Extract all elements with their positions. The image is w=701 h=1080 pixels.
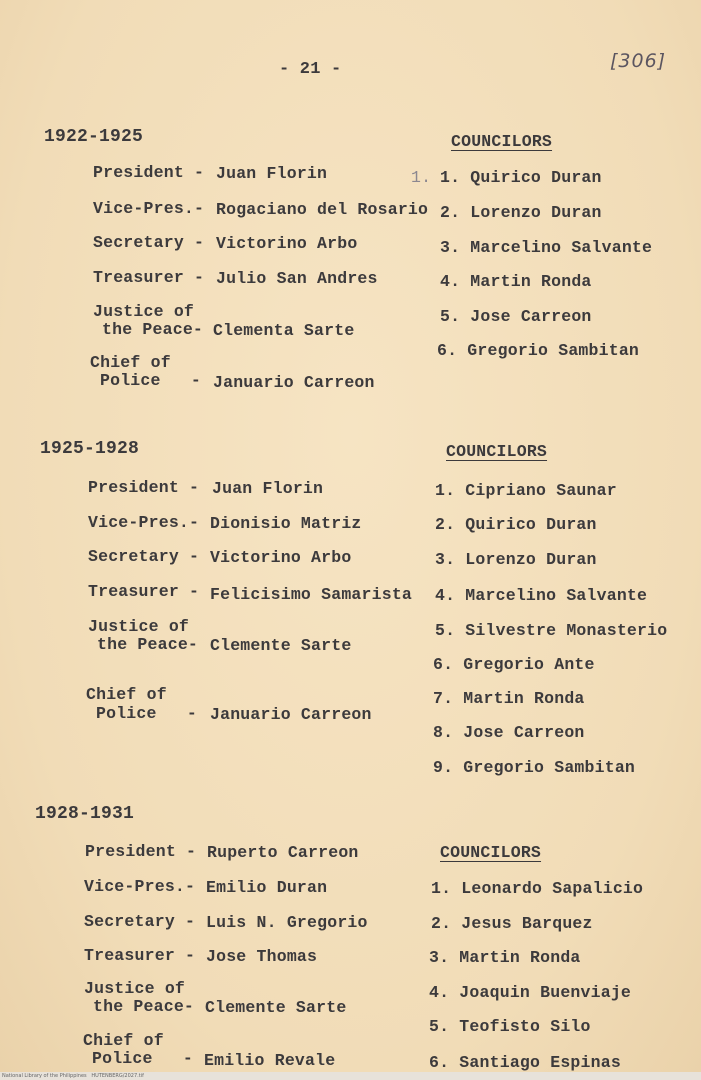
officer-name: Dionisio Matriz: [210, 514, 362, 533]
officer-title: Treasurer -: [84, 946, 196, 965]
officer-title: President -: [88, 478, 200, 497]
officer-name: Emilio Revale: [204, 1051, 336, 1070]
officer-title: Secretary -: [93, 233, 205, 252]
councilor-item: 5. Jose Carreon: [440, 307, 592, 326]
officer-title: President -: [85, 842, 197, 861]
officer-title: Vice-Pres.-: [93, 199, 205, 218]
councilor-item: 9. Gregorio Sambitan: [433, 758, 636, 777]
officer-title: Treasurer -: [93, 268, 205, 287]
officer-title: President -: [93, 163, 205, 182]
page-number: - 21 -: [279, 60, 342, 79]
officer-name: Victorino Arbo: [216, 234, 358, 253]
scan-footer: National Library of the Philippines HUTENBERG/2027.tif: [0, 1072, 701, 1080]
officer-title-line1: Justice of: [88, 617, 190, 636]
officer-name: Clementa Sarte: [213, 321, 355, 340]
councilor-item: 2. Jesus Barquez: [431, 914, 593, 933]
officer-title-line2: Police -: [92, 1049, 194, 1068]
officer-name: Rogaciano del Rosario: [216, 200, 429, 219]
councilor-item: 1. Quirico Duran: [440, 168, 602, 187]
officer-title-line1: Justice of: [84, 979, 186, 998]
officer-title-line2: Police -: [96, 704, 198, 723]
councilor-item: 4. Joaquin Buenviaje: [429, 983, 632, 1002]
councilor-item: 1. Cipriano Saunar: [435, 481, 617, 500]
councilors-heading: COUNCILORS: [446, 442, 548, 461]
officer-name: Januario Carreon: [210, 705, 372, 724]
officer-name: Juan Florin: [212, 479, 324, 498]
councilor-item: 5. Teofisto Silo: [429, 1017, 591, 1036]
margin-mark: 1.: [411, 168, 432, 187]
officer-title-line1: Chief of: [86, 685, 167, 704]
officer-title-line2: the Peace-: [102, 320, 204, 339]
councilor-item: 3. Marcelino Salvante: [440, 238, 653, 257]
officer-name: Julio San Andres: [216, 269, 378, 288]
councilor-item: 4. Martin Ronda: [440, 272, 592, 291]
officer-name: Januario Carreon: [213, 373, 375, 392]
councilor-item: 4. Marcelino Salvante: [435, 586, 648, 605]
officer-name: Emilio Duran: [206, 878, 328, 897]
officer-title: Vice-Pres.-: [84, 877, 196, 896]
officer-title-line2: Police -: [100, 371, 202, 390]
officer-title-line1: Chief of: [90, 353, 171, 372]
term-years: 1928-1931: [35, 804, 135, 824]
officer-title: Secretary -: [84, 912, 196, 931]
officer-name: Ruperto Carreon: [207, 843, 359, 862]
councilor-item: 3. Martin Ronda: [429, 948, 581, 967]
councilor-item: 5. Silvestre Monasterio: [435, 621, 668, 640]
councilor-item: 6. Santiago Espinas: [429, 1053, 621, 1072]
term-years: 1925-1928: [40, 439, 140, 459]
councilor-item: 3. Lorenzo Duran: [435, 550, 597, 569]
officer-name: Jose Thomas: [206, 947, 318, 966]
term-years: 1922-1925: [44, 127, 144, 147]
councilor-item: 8. Jose Carreon: [433, 723, 585, 742]
councilors-heading: COUNCILORS: [440, 843, 542, 862]
officer-name: Luis N. Gregorio: [206, 913, 368, 932]
officer-name: Juan Florin: [216, 164, 328, 183]
councilor-item: 7. Martin Ronda: [433, 689, 585, 708]
officer-name: Victorino Arbo: [210, 548, 352, 567]
officer-title-line1: Justice of: [93, 302, 195, 321]
officer-title: Treasurer -: [88, 582, 200, 601]
councilor-item: 6. Gregorio Sambitan: [437, 341, 640, 360]
councilor-item: 2. Lorenzo Duran: [440, 203, 602, 222]
officer-name: Clemente Sarte: [205, 998, 347, 1017]
councilor-item: 6. Gregorio Ante: [433, 655, 595, 674]
officer-title: Vice-Pres.-: [88, 513, 200, 532]
reference-number: [306]: [610, 50, 667, 72]
officer-title: Secretary -: [88, 547, 200, 566]
councilor-item: 2. Quirico Duran: [435, 515, 597, 534]
officer-name: Felicisimo Samarista: [210, 585, 413, 604]
officer-title-line1: Chief of: [83, 1031, 164, 1050]
councilors-heading: COUNCILORS: [451, 132, 553, 151]
officer-title-line2: the Peace-: [97, 635, 199, 654]
officer-name: Clemente Sarte: [210, 636, 352, 655]
officer-title-line2: the Peace-: [93, 997, 195, 1016]
councilor-item: 1. Leonardo Sapalicio: [431, 879, 644, 898]
